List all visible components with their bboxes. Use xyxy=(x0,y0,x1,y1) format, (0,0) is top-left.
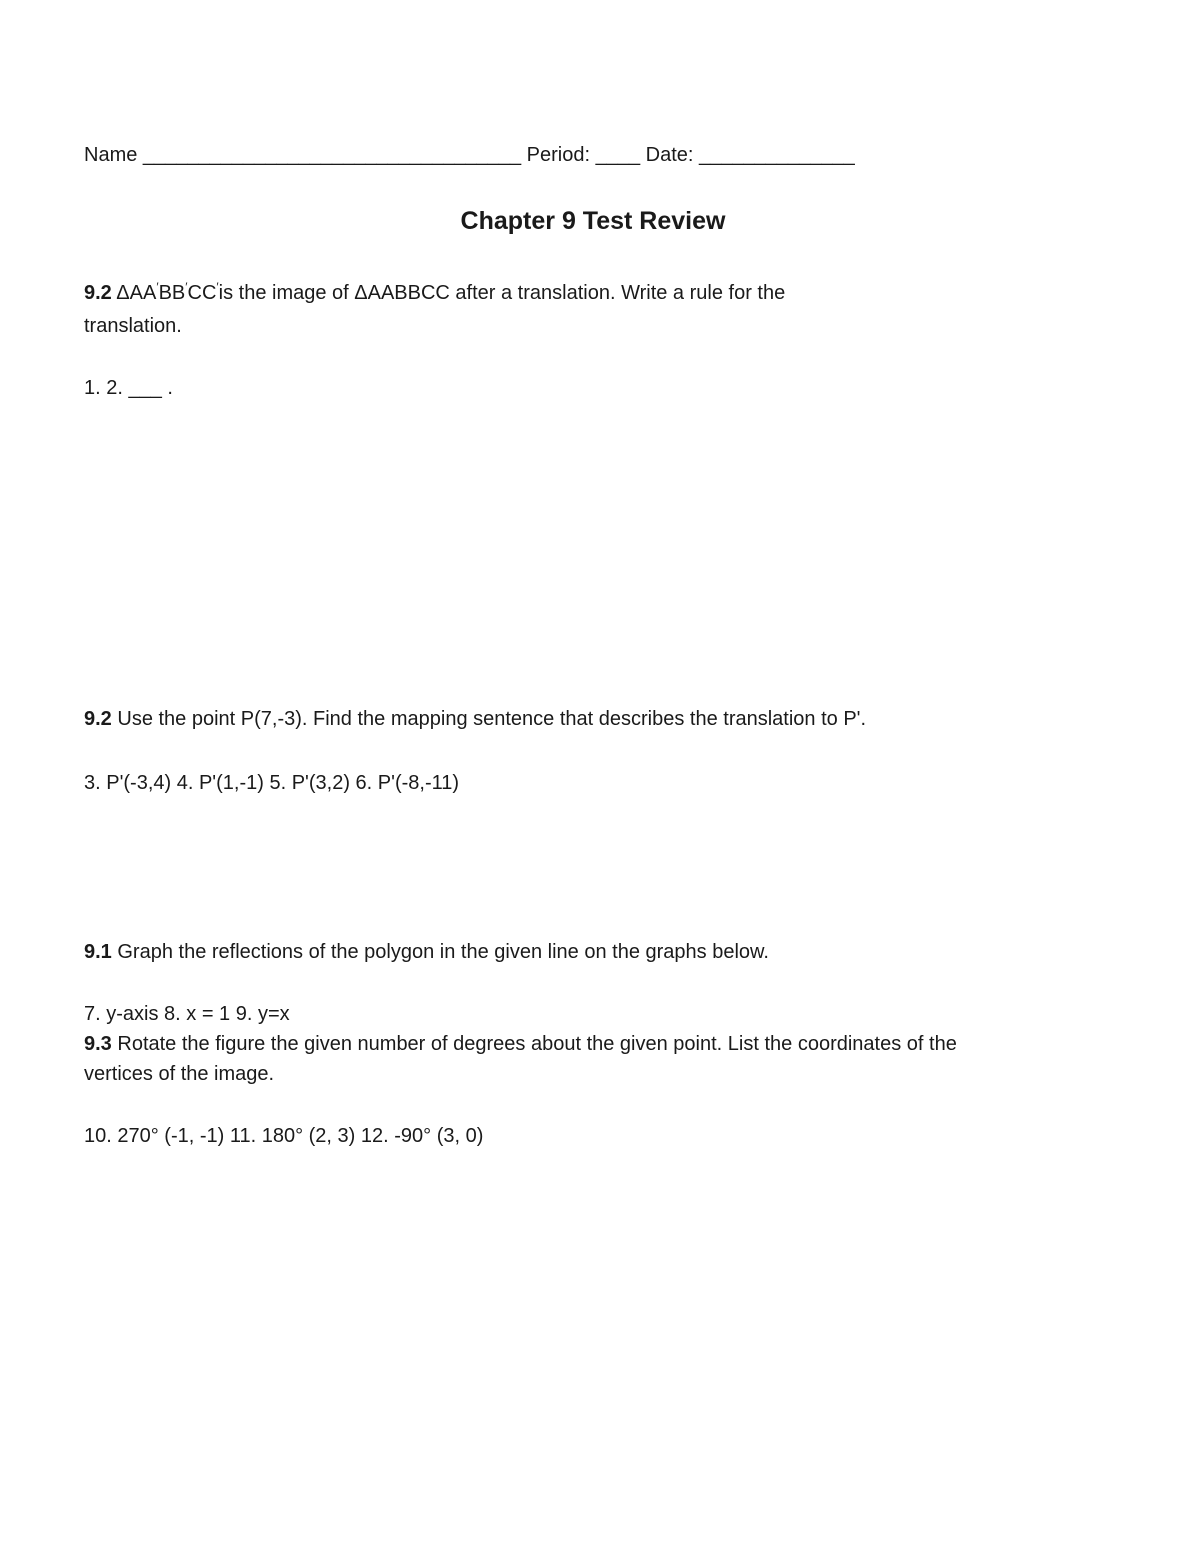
prime-mark: ′ xyxy=(185,280,188,294)
question-9-2-translation-line1 xyxy=(84,281,785,307)
section-number: 9.2 xyxy=(84,282,112,304)
section-number: 9.3 xyxy=(84,1033,112,1055)
section-number: 9.1 xyxy=(84,941,112,963)
question-items-10-12: 10. 270° (-1, -1) 11. 180° (2, 3) 12. -90° (3, 0) xyxy=(84,1125,484,1147)
question-9-1-reflections xyxy=(84,940,769,964)
question-items-3-6: 3. P'(-3,4) 4. P'(1,-1) 5. P'(3,2) 6. P'(-8,-11) xyxy=(84,772,460,794)
prime-mark: ′ xyxy=(216,280,219,294)
question-text: is the image of ΔAABBCC after a translation. Write a rule for the xyxy=(218,282,786,304)
question-9-3-rotation-line2: vertices of the image. xyxy=(84,1063,275,1085)
question-items-7-9: 7. y-axis 8. x = 1 9. y=x xyxy=(84,1003,290,1025)
triangle-image-label-b: BB xyxy=(158,282,186,304)
question-9-2-mapping xyxy=(84,707,866,731)
question-9-2-translation-line2: translation. xyxy=(84,315,182,337)
section-number: 9.2 xyxy=(84,708,112,730)
question-text: Use the point P(7,-3). Find the mapping sentence that describes the translation to P'. xyxy=(117,708,867,730)
question-text: Graph the reflections of the polygon in the given line on the graphs below. xyxy=(117,941,769,963)
page-title: Chapter 9 Test Review xyxy=(460,207,726,235)
question-text: Rotate the figure the given number of degrees about the given point. List the coordinates of the xyxy=(117,1033,957,1055)
triangle-image-label-c: CC xyxy=(187,282,217,304)
prime-mark: ′ xyxy=(156,280,159,294)
triangle-image-label-a: ΔAA xyxy=(116,282,157,304)
question-items-1-2: 1. 2. ___ . xyxy=(84,377,173,399)
question-9-3-rotation-line1 xyxy=(84,1032,957,1056)
name-period-date-line: Name __________________________________ Period: ____ Date: ______________ xyxy=(84,144,855,166)
